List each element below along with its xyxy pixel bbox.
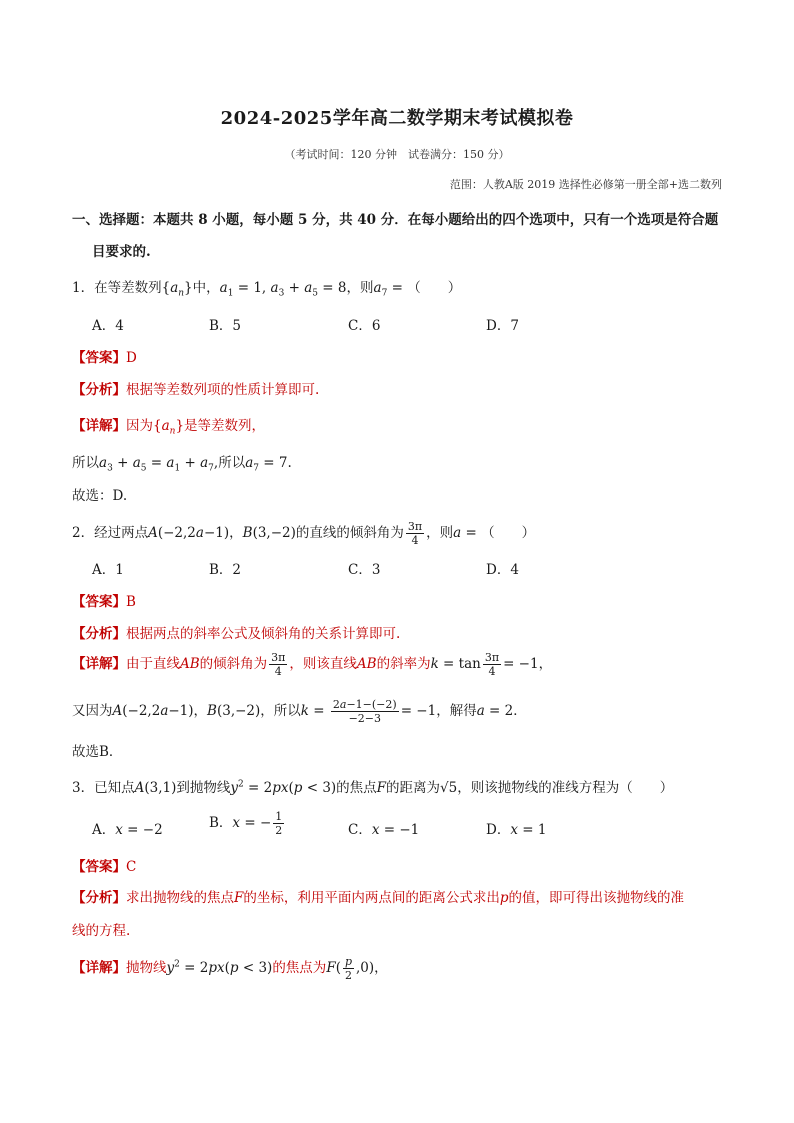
q1-detail2-text: ,所以: [213, 455, 246, 471]
q2-detail: [72, 651, 552, 678]
answer-label: 【答案】: [72, 350, 126, 366]
q2-math-pointA: A(−2,2a−1): [148, 525, 230, 541]
q1-analysis-text: 根据等差数列项的性质计算即可.: [126, 382, 320, 398]
q3-detail-focus: F( $\frac{p}{2}$ ,0)，: [326, 955, 388, 982]
q1-detail2-math: $a_3 + a_5 = a_1 + a_7$: [99, 455, 214, 474]
q1-option-a: A．4: [92, 318, 124, 334]
q2-detail2-pointA: A(−2,2a−1): [112, 703, 194, 719]
q2-math-var: a: [453, 525, 462, 541]
q1-detail-text: 因为: [126, 418, 153, 434]
q2-stem-text: ，则: [426, 525, 454, 541]
q2-detail-text: 的倾斜角为: [199, 656, 268, 672]
analysis-label: 【分析】: [72, 382, 126, 398]
q3-math-point: A(3,1): [134, 780, 177, 796]
q3-answer-value: C: [126, 859, 137, 875]
q1-stem-text: （ ）: [407, 280, 462, 296]
q1-option-b: B．5: [209, 318, 242, 334]
q3-analysis-F: F: [234, 890, 244, 906]
q1-detail-text: 是等差数列，: [184, 418, 266, 434]
q1-math-target: $a_7$ =: [373, 280, 408, 299]
q1-option-c: C．6: [348, 318, 381, 334]
q1-stem-text: 中，: [192, 280, 220, 296]
q3-stem-text: 3．已知点: [72, 780, 135, 796]
q3-analysis-2: [72, 919, 130, 939]
q2-math-pointB: B(3,−2): [242, 525, 296, 541]
q2-detail-angle: $\frac{3\pi}{4}$: [271, 651, 286, 678]
q3-detail-parabola: $y^2 = 2px(p < 3)$: [166, 959, 273, 976]
q3-answer: [72, 855, 136, 875]
page-title: 2024-2025学年高二数学期末考试模拟卷: [220, 108, 574, 129]
exam-info: （考试时间：120 分钟 试卷满分：150 分）: [284, 148, 510, 161]
q3-detail-text: 的焦点为: [272, 960, 327, 976]
detail-label: 【详解】: [72, 418, 126, 434]
section-heading-cont: 目要求的.: [92, 244, 151, 260]
q3-option-b-label: B．: [209, 815, 233, 831]
q2-analysis: [72, 622, 400, 642]
q1-math-seq: $\{a_n\}$: [161, 280, 193, 299]
q2-stem-text: （ ）: [481, 525, 536, 541]
q1-detail-math: $\{a_n\}$: [153, 418, 185, 437]
q2-detail2-text: ，解得: [436, 703, 477, 719]
q2-detail2-result: a = 2．: [476, 703, 527, 719]
q2-stem: 2．经过两点A(−2,2a−1)，B(3,−2)的直线的倾斜角为 $\frac{3\pi}{4}$ ，则a = （ ）: [72, 520, 536, 547]
q1-stem-text: 1．在等差数列: [72, 280, 162, 296]
analysis-label: 【分析】: [72, 626, 126, 642]
exam-scope: 范围：人教A版 2019 选择性必修第一册全部+选二数列: [449, 178, 722, 191]
answer-label: 【答案】: [72, 594, 126, 610]
q1-analysis: [72, 378, 319, 398]
q2-detail2-text: ，: [193, 703, 208, 719]
q1-math-cond: $a_1 = 1$, $a_3 + a_5 = 8$: [219, 280, 347, 299]
q2-stem-text: ，: [229, 525, 243, 541]
q2-conclusion: 故选B．: [72, 744, 123, 760]
q2-stem-text: 的直线的倾斜角为: [295, 525, 404, 541]
q3-stem: [72, 776, 673, 796]
q2-detail-text: ，则该直线: [289, 656, 357, 672]
q3-option-a-label: A．: [92, 822, 116, 838]
q2-detail-text: 由于直线: [126, 656, 180, 672]
q2-detail-AB: AB: [356, 656, 377, 672]
q1-answer-value: D: [126, 350, 137, 366]
q2-option-b: B．2: [209, 562, 242, 578]
detail-label: 【详解】: [72, 656, 126, 672]
q2-detail-text: 的斜率为: [376, 656, 431, 672]
q3-math-parabola: $y^2 = 2px(p < 3)$: [230, 779, 337, 796]
q2-detail2-text: 又因为: [72, 703, 113, 719]
q1-stem-text: ，则: [346, 280, 374, 296]
q1-conclusion: 故选：D.: [72, 488, 128, 504]
q3-math-F: F: [376, 780, 387, 796]
q2-math-angle: $\frac{3\pi}{4}$: [407, 520, 423, 547]
q2-analysis-text: 根据两点的斜率公式及倾斜角的关系计算即可.: [126, 626, 401, 642]
q1-detail: [72, 414, 265, 437]
analysis-label: 【分析】: [72, 890, 126, 906]
q2-option-a: A．1: [92, 562, 124, 578]
q3-analysis-text: 的坐标，利用平面内两点间的距离公式求出: [243, 890, 500, 906]
q3-option-d-label: D．: [486, 822, 511, 838]
q3-option-a: A．x = −2: [92, 822, 163, 838]
section-heading: 一、选择题：本题共 8 小题，每小题 5 分，共 40 分．在每小题给出的四个选项中，只有一个选项是符合题: [72, 212, 719, 228]
q3-math-sqrt5: √5: [440, 780, 458, 796]
q3-option-d: D．x = 1: [486, 822, 547, 838]
detail-label: 【详解】: [72, 960, 126, 976]
q2-option-c: C．3: [348, 562, 381, 578]
q3-option-b: B．x = − $\frac{1}{2}$: [209, 810, 283, 837]
answer-label: 【答案】: [72, 859, 126, 875]
q3-detail: [72, 955, 388, 982]
q3-stem-text: 的距离为: [386, 780, 441, 796]
q3-stem-text: 的焦点: [336, 780, 377, 796]
q2-detail-AB: AB: [180, 656, 200, 672]
q2-answer-value: B: [126, 594, 136, 610]
q3-analysis2-text: 线的方程.: [72, 923, 131, 939]
q3-analysis: [72, 886, 684, 906]
q2-detail2-formula: k = $\frac{2a-1-(-2)}{-2-3}$ = −1: [300, 698, 437, 725]
q2-stem-text: 2．经过两点: [72, 525, 149, 541]
q1-detail-2: [72, 451, 292, 474]
q2-detail2-text: ，所以: [260, 703, 301, 719]
q3-option-c: C．x = −1: [348, 822, 420, 838]
q3-analysis-text: 求出抛物线的焦点: [126, 890, 234, 906]
q1-answer: [72, 346, 137, 366]
q1-detail2-math2: $a_7 = 7$.: [245, 455, 292, 474]
q2-detail-2: [72, 698, 527, 725]
q3-analysis-text: 的值，即可得出该抛物线的准: [508, 890, 685, 906]
q3-stem-text: ，则该抛物线的准线方程为（ ）: [457, 780, 674, 796]
q3-stem-text: 到抛物线: [176, 780, 231, 796]
q2-detail2-pointB: B(3,−2): [207, 703, 261, 719]
q3-analysis-p: p: [499, 890, 509, 906]
q1-detail2-text: 所以: [72, 455, 99, 471]
q3-detail-text: 抛物线: [126, 960, 167, 976]
q2-option-d: D．4: [486, 562, 519, 578]
q1-stem: [72, 276, 461, 299]
q3-option-c-label: C．: [348, 822, 372, 838]
q1-option-d: D．7: [486, 318, 519, 334]
q2-detail-slope: k = tan $\frac{3\pi}{4}$ = −1，: [430, 651, 553, 678]
q2-answer: [72, 590, 136, 610]
